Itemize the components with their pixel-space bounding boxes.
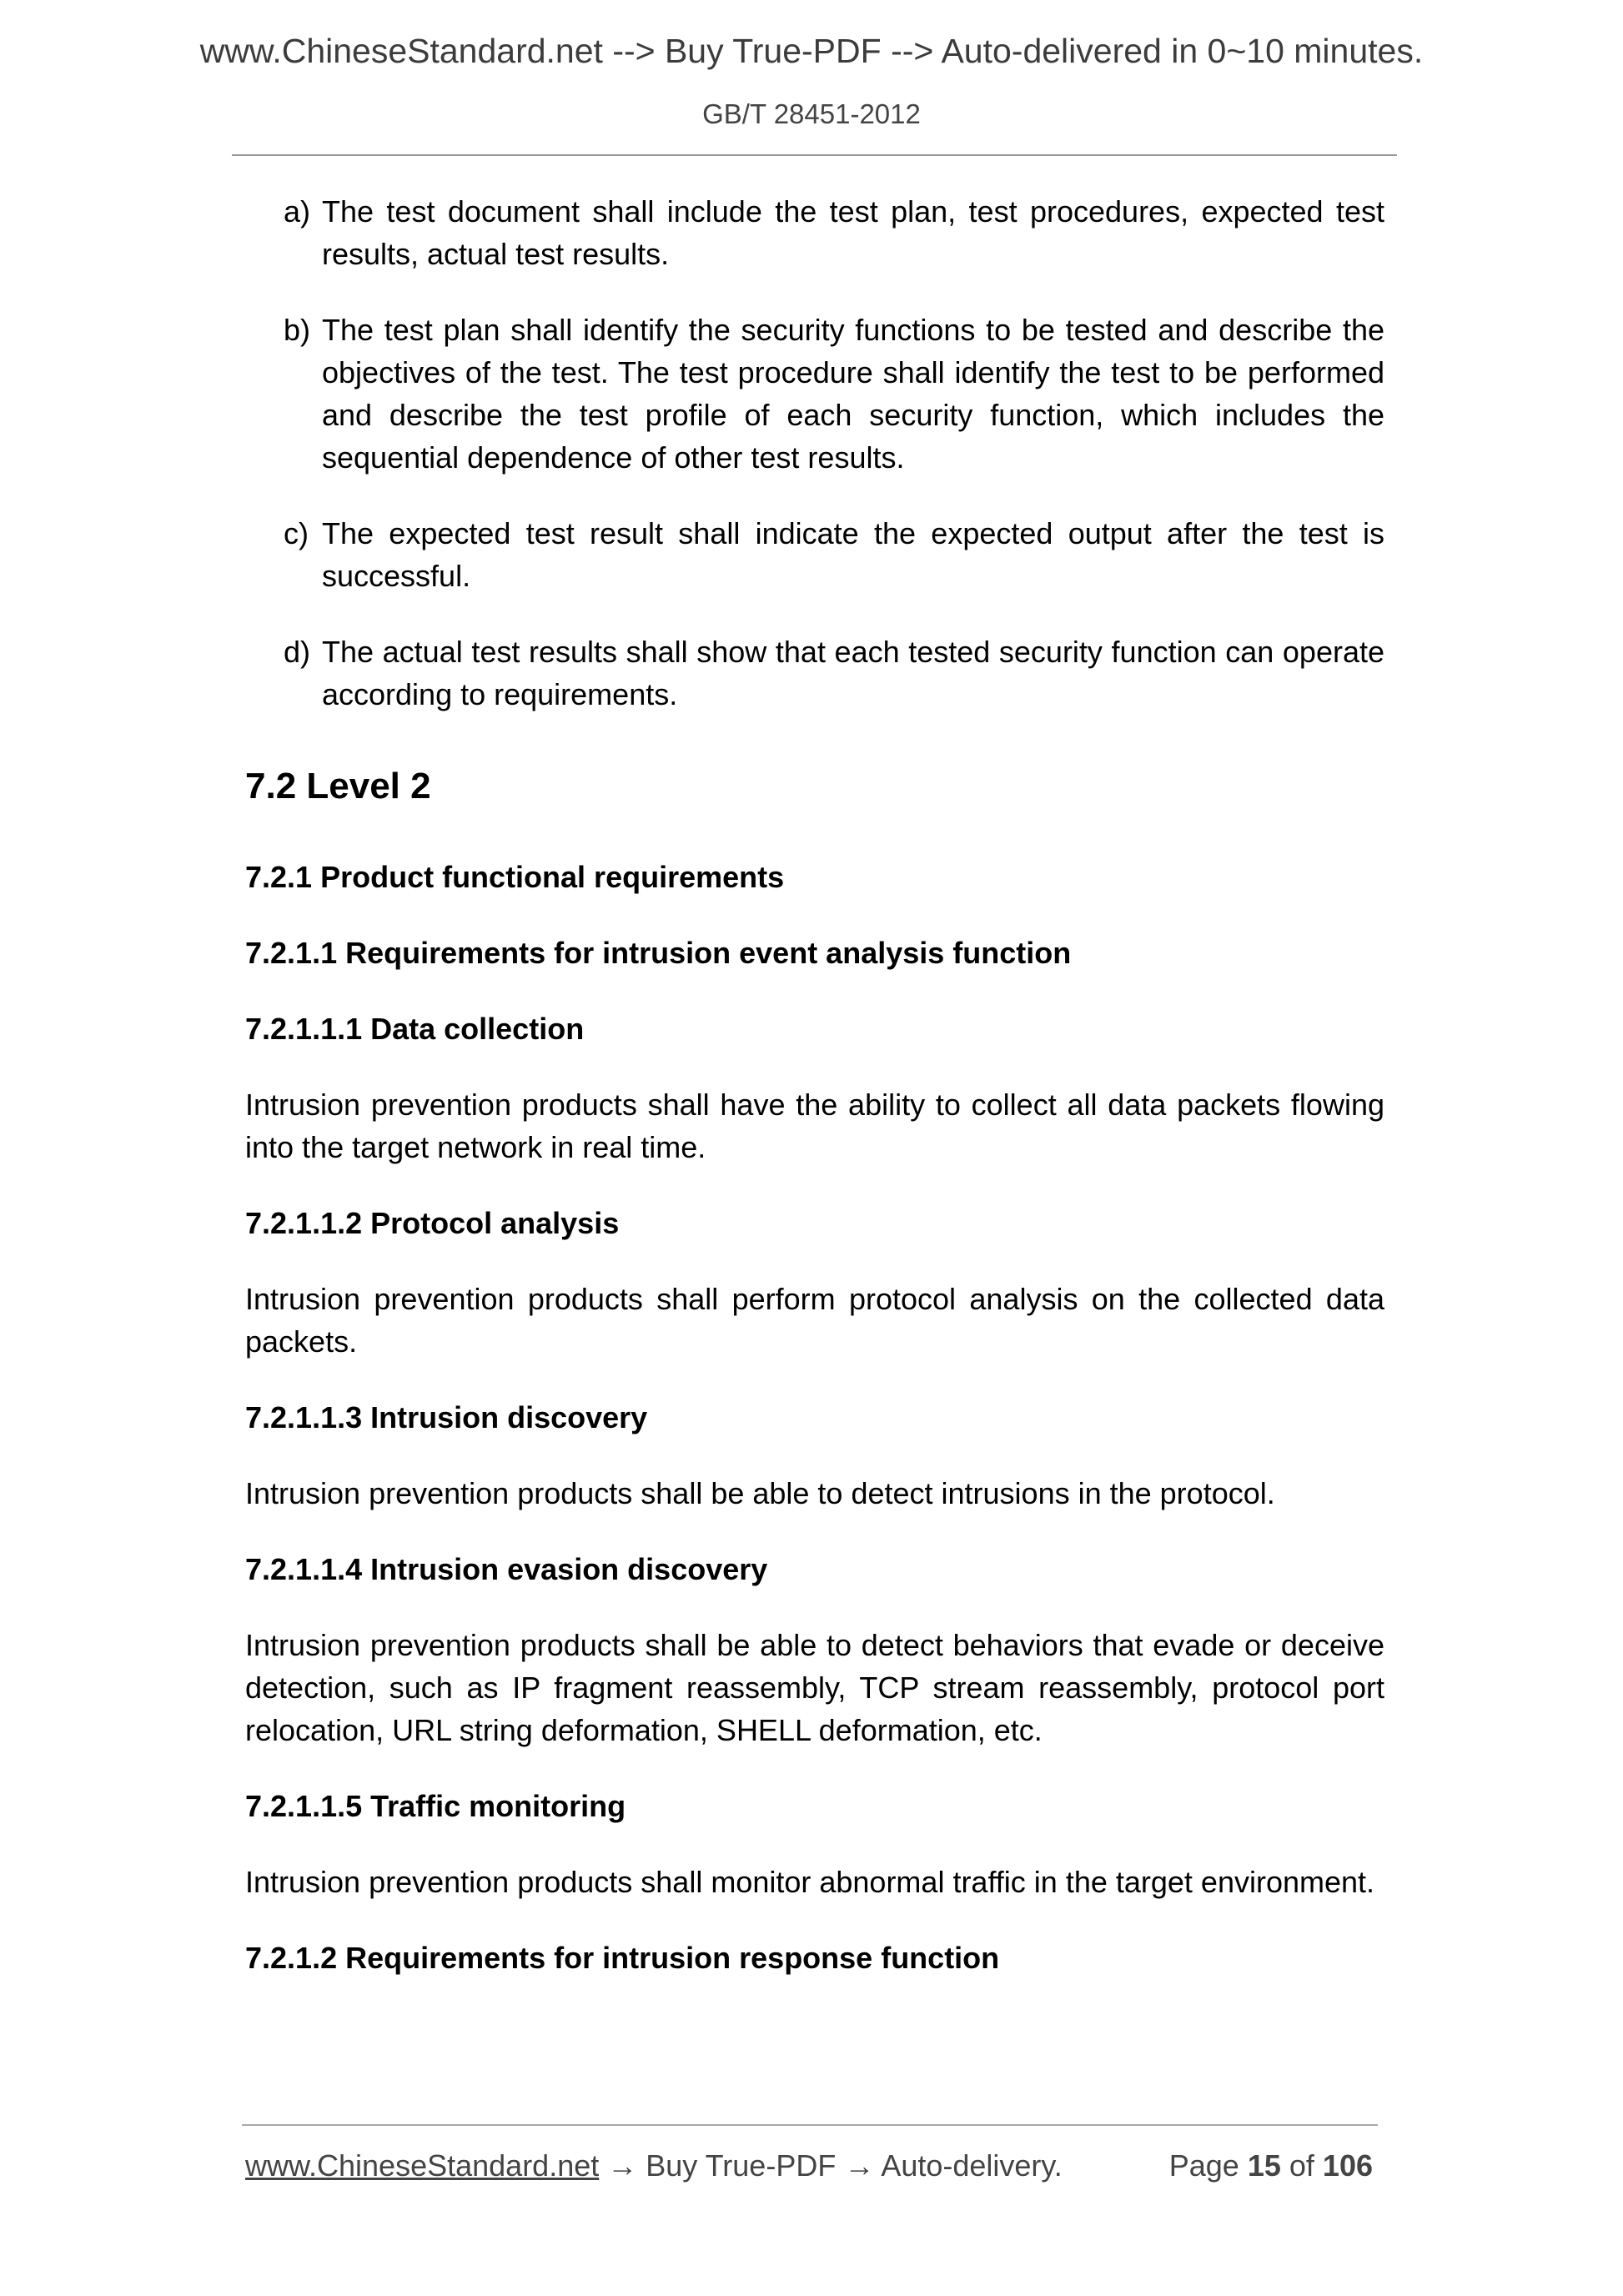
list-marker: d) [284, 635, 311, 669]
paragraph-intrusion-evasion: Intrusion prevention products shall be able to detect behaviors that evade or deceive detection, such as IP fragment reassembly, TCP stream reassembly, protocol port relocation, URL string deformation, SHELL deformation, etc. [245, 1628, 1384, 1747]
heading-7-2-1-1-5: 7.2.1.1.5 Traffic monitoring [245, 1789, 626, 1823]
page-label: Page [1168, 2148, 1239, 2183]
heading-7-2-1: 7.2.1 Product functional requirements [245, 860, 785, 894]
paragraph-traffic-monitoring: Intrusion prevention products shall monitor abnormal traffic in the target environment. [245, 1865, 1375, 1899]
heading-7-2-1-1: 7.2.1.1 Requirements for intrusion event analysis function [245, 936, 1072, 970]
of-label: of [1289, 2148, 1314, 2183]
header-banner: www.ChineseStandard.net --> Buy True-PDF --> Auto-delivered in 0~10 minutes. [199, 32, 1424, 70]
list-marker: a) [284, 194, 311, 229]
list-item-c [245, 512, 1384, 597]
list-item-a [245, 190, 1384, 275]
paragraph-data-collection: Intrusion prevention products shall have the ability to collect all data packets flowing into the target network in real time. [245, 1088, 1384, 1164]
page-content [245, 190, 1384, 1979]
heading-7-2-1-2: 7.2.1.2 Requirements for intrusion response function [245, 1941, 1000, 1975]
heading-7-2-1-1-3: 7.2.1.1.3 Intrusion discovery [245, 1400, 648, 1434]
heading-7-2-1-1-4: 7.2.1.1.4 Intrusion evasion discovery [245, 1552, 768, 1586]
footer-site-link[interactable]: www.ChineseStandard.net [245, 2148, 600, 2183]
paragraph-protocol-analysis: Intrusion prevention products shall perform protocol analysis on the collected data packets. [245, 1282, 1384, 1359]
document-code: GB/T 28451-2012 [702, 98, 921, 129]
heading-7-2-1-1-1: 7.2.1.1.1 Data collection [245, 1012, 585, 1046]
list-item-d [245, 631, 1384, 716]
paragraph-intrusion-discovery: Intrusion prevention products shall be able to detect intrusions in the protocol. [245, 1476, 1275, 1510]
header-divider [232, 154, 1397, 156]
footer-tagline: → Buy True-PDF → Auto-delivery. [599, 2148, 1063, 2183]
list-text: The actual test results shall show that each tested security function can operate according to requirements. [322, 635, 1384, 711]
list-marker: b) [284, 313, 311, 347]
page-total: 106 [1322, 2148, 1373, 2183]
heading-7-2-1-1-2: 7.2.1.1.2 Protocol analysis [245, 1206, 620, 1240]
list-item-b [245, 309, 1384, 479]
page-indicator [1169, 2148, 1373, 2183]
list-text: The test plan shall identify the security functions to be tested and describe the objectives of the test. The test procedure shall identify the test to be performed and describe the test profile of each security function, which includes the sequential dependence of other test results. [322, 313, 1384, 475]
list-marker: c) [284, 516, 309, 550]
list-text: The expected test result shall indicate the expected output after the test is successful. [322, 516, 1384, 593]
heading-7-2: 7.2 Level 2 [245, 766, 431, 806]
footer [245, 2148, 1378, 2183]
footer-divider [242, 2124, 1378, 2126]
list-text: The test document shall include the test plan, test procedures, expected test results, actual test results. [322, 194, 1384, 271]
page-number: 15 [1247, 2148, 1281, 2183]
